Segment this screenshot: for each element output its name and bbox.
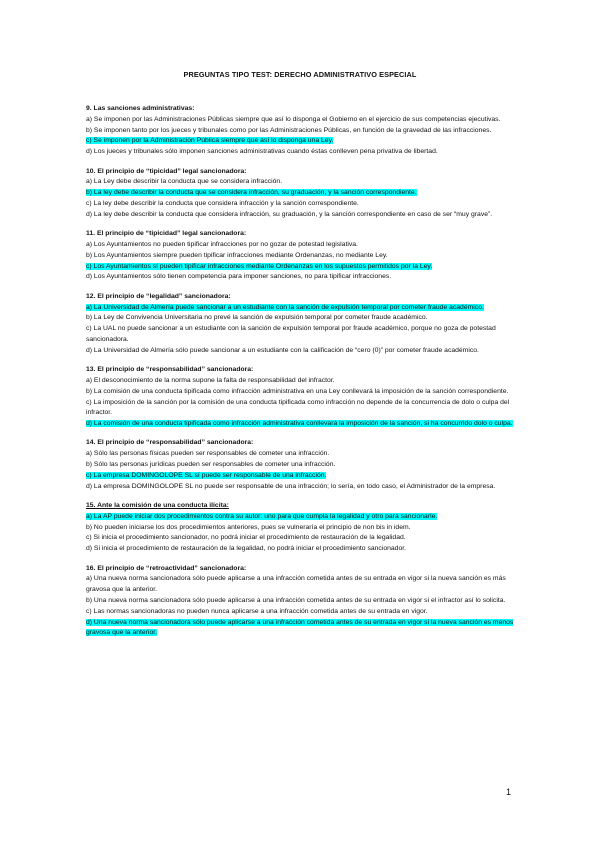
option-d: d) Si inicia el procedimiento de restauración de la legalidad, no podrá iniciar el procedimiento sancionador.: [86, 545, 407, 553]
question-15: [86, 501, 516, 555]
highlighted-answer: c) La empresa DOMINGOLOPE SL sí puede ser responsable de una infracción.: [86, 471, 327, 479]
option-c: c) La UAL no puede sancionar a un estudiante con la sanción de expulsión temporal por fraude académico, porque no goza de potestad sancionadora.: [86, 325, 496, 343]
option-d: [86, 618, 516, 640]
question-9: [86, 104, 516, 158]
question-title: 13. El principio de “responsabilidad” sancionadora:: [86, 366, 254, 374]
highlighted-answer: c) Se imponen por la Administración Pública siempre que así lo disponga una Ley.: [86, 137, 334, 145]
option-b: b) La comisión de una conducta tipificada como infracción administrativa en una Ley conllevará la imposición de la sanción correspondiente.: [86, 387, 509, 395]
document-title: PREGUNTAS TIPO TEST: DERECHO ADMINISTRATIVO ESPECIAL: [183, 70, 417, 79]
option-a: [86, 512, 516, 523]
option-b: b) No pueden iniciarse los dos procedimientos anteriores, pues se vulneraría el principio de non bis in idem.: [86, 523, 411, 531]
question-list: [86, 104, 516, 648]
option-d: d) La empresa DOMINGOLOPE SL no puede ser responsable de una infracción; lo sería, en todo caso, el Administrador de la empresa.: [86, 482, 496, 490]
option-d: d) La Universidad de Almería sólo puede sancionar a un estudiante con la calificación de “cero (0)” por cometer fraude académico.: [86, 346, 479, 354]
option-a: [86, 303, 516, 314]
highlighted-answer: d) Una nueva norma sancionadora sólo puede aplicarse a una infracción cometida antes de su entrada en vigor si la nueva sanción es menos gravosa que la anterior.: [86, 618, 514, 637]
option-b: b) Se imponen tanto por los jueces y tribunales como por las Administraciones Públicas, en función de la gravedad de las infracciones.: [86, 126, 492, 134]
option-a: a) El desconocimiento de la norma supone la falta de responsabilidad del infractor.: [86, 376, 335, 384]
option-a: a) Los Ayuntamientos no pueden tipificar infracciones por no gozar de potestad legislativa.: [86, 240, 358, 248]
option-c: c) La imposición de la sanción por la comisión de una conducta tipificada como infracción no depende de la concurrencia de dolo o culpa del infractor.: [86, 398, 510, 417]
option-c: [86, 471, 516, 482]
question-title: 10. El principio de “tipicidad” legal sancionadora:: [86, 167, 247, 175]
question-11: [86, 229, 516, 283]
question-title: 12. El principio de “legalidad” sancionadora:: [86, 292, 231, 300]
option-d: d) Los jueces y tribunales sólo imponen sanciones administrativas cuando éstas conlleven pena privativa de libertad.: [86, 148, 438, 156]
question-13: [86, 365, 516, 430]
option-c: c) Las normas sancionadoras no pueden nunca aplicarse a una infracción cometida antes de su entrada en vigor.: [86, 607, 428, 615]
question-title: 14. El principio de “responsabilidad” sancionadora:: [86, 439, 254, 447]
highlighted-answer: b) La ley debe describir la conducta que se considera infracción, su graduación, y la sanción correspondiente.: [86, 189, 417, 197]
question-title: 9. Las sanciones administrativas:: [86, 105, 195, 112]
option-d: [86, 419, 516, 430]
option-a: a) Sólo las personas físicas pueden ser responsables de cometer una infracción.: [86, 450, 330, 458]
option-c: [86, 262, 516, 273]
option-a: a) La Ley debe describir la conducta que se considera infracción.: [86, 178, 283, 186]
option-d: d) Los Ayuntamientos sólo tienen competencia para imponer sanciones, no para tipificar infracciones.: [86, 273, 392, 281]
option-d: d) La ley debe describir la conducta que considera infracción, su graduación, y la sanción correspondiente en caso de ser “muy grave”.: [86, 210, 493, 218]
highlighted-answer: d) La comisión de una conducta tipificada como infracción administrativa conllevará la imposición de la sanción, si ha concurrido dolo o culpa.: [86, 420, 513, 428]
option-b: b) La Ley de Convivencia Universitaria no prevé la sanción de expulsión temporal por cometer fraude académico.: [86, 314, 428, 322]
option-a: a) Se imponen por las Administraciones Públicas siempre que así lo disponga el Gobierno en el ejercicio de sus competencias ejecutivas.: [86, 115, 501, 123]
option-c: c) La ley debe describir la conducta que considera infracción y la sanción correspondiente.: [86, 199, 359, 207]
question-16: [86, 564, 516, 640]
option-b: b) Una nueva norma sancionadora sólo puede aplicarse a una infracción cometida antes de su entrada en vigor si el infractor así lo solicita.: [86, 597, 506, 605]
question-10: [86, 167, 516, 221]
page-number: 1: [506, 787, 512, 797]
question-title: 15. Ante la comisión de una conducta ilícita:: [86, 502, 229, 510]
option-c: c) Si inicia el procedimiento sancionador, no podrá iniciar el procedimiento de restauración de la legalidad.: [86, 534, 406, 542]
question-title: 11. El principio de “tipicidad” legal sancionadora:: [86, 230, 247, 238]
option-b: [86, 188, 516, 199]
option-b: b) Los Ayuntamientos siempre pueden tipificar infracciones mediante Ordenanzas, no mediante Ley.: [86, 251, 388, 259]
question-14: [86, 438, 516, 492]
highlighted-answer: a) La AP puede iniciar dos procedimientos contra su autor: uno para que cumpla la legalidad y otro para sancionarle.: [86, 512, 438, 520]
question-12: [86, 292, 516, 357]
highlighted-answer: a) La Universidad de Almería puede sancionar a un estudiante con la sanción de expulsión temporal por cometer fraude académico.: [86, 303, 484, 311]
option-b: b) Sólo las personas jurídicas pueden ser responsables de cometer una infracción.: [86, 461, 336, 469]
option-c: [86, 136, 516, 147]
highlighted-answer: c) Los Ayuntamientos sí pueden tipificar infracciones mediante Ordenanzas en los supuestos permitidos por la Ley.: [86, 262, 433, 270]
question-title: 16. El principio de “retroactividad” sancionadora:: [86, 564, 247, 572]
option-a: a) Una nueva norma sancionadora sólo puede aplicarse a una infracción cometida antes de su entrada en vigor si la nueva sanción es más gravosa que la anterior.: [86, 575, 506, 594]
